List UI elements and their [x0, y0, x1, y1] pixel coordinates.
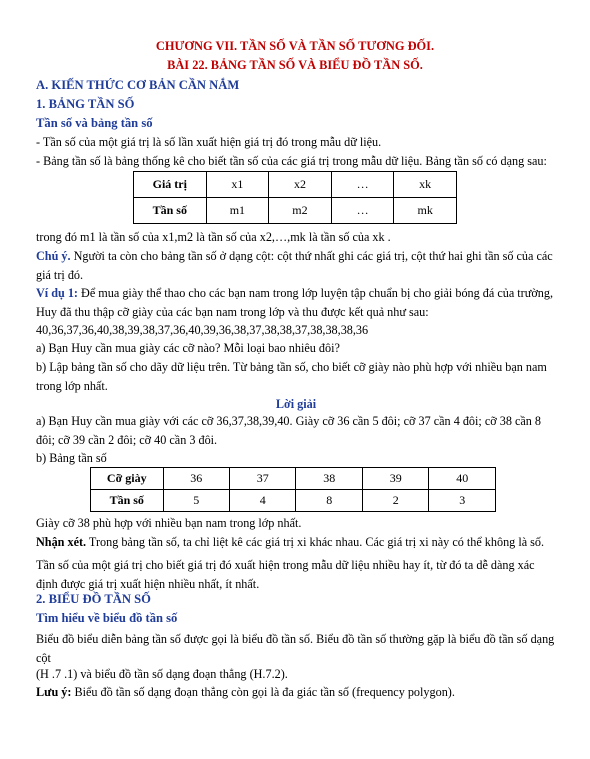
table1-header-frequency: Tần số: [134, 198, 207, 224]
table1-cell: xk: [394, 172, 457, 198]
section-1-heading: 1. BẢNG TẦN SỐ: [36, 97, 135, 111]
table2-cell: 37: [230, 468, 296, 490]
table1-cell: …: [331, 172, 394, 198]
question-b: b) Lập bảng tần số cho dãy dữ liệu trên. Từ bảng tần số, cho biết cỡ giày nào phù hợp với nhiều bạn nam trong lớp nhất.: [36, 360, 547, 393]
example-label: Ví dụ 1:: [36, 286, 78, 300]
table2-cell: 8: [296, 490, 362, 512]
table2-cell: 2: [362, 490, 428, 512]
table1-cell: x1: [206, 172, 269, 198]
table2-cell: 36: [163, 468, 229, 490]
answer-a: a) Bạn Huy cần mua giày với các cỡ 36,37,38,39,40. Giày cỡ 36 cần 5 đôi; cỡ 37 cần 4 đôi; cỡ 38 cần 8 đôi; cỡ 39 cần 2 đôi; cỡ 40 cần 3 đôi.: [36, 414, 542, 447]
table2-cell: 3: [429, 490, 496, 512]
table1-cell: mk: [394, 198, 457, 224]
subsection-frequency-chart: Tìm hiểu về biểu đồ tần số: [36, 611, 178, 625]
section-a-heading: A. KIẾN THỨC CƠ BẢN CẦN NẮM: [36, 78, 240, 92]
table2-header-size: Cỡ giày: [91, 468, 164, 490]
note-label: Chú ý.: [36, 249, 71, 263]
table2-cell: 40: [429, 468, 496, 490]
conclusion: Giày cỡ 38 phù hợp với nhiều bạn nam trong lớp nhất.: [36, 516, 302, 530]
table2-header-frequency: Tần số: [91, 490, 164, 512]
remark-text: Trong bảng tần số, ta chỉ liệt kê các giá trị xi khác nhau. Các giá trị xi này có thể không là số.: [86, 535, 545, 549]
subsection-frequency-table: Tần số và bảng tần số: [36, 116, 153, 130]
question-a: a) Bạn Huy cần mua giày các cỡ nào? Mỗi loại bao nhiêu đôi?: [36, 341, 340, 355]
table1-cell: …: [331, 198, 394, 224]
solution-heading: [36, 395, 556, 414]
note-paragraph: [36, 247, 556, 284]
answer-b: b) Bảng tần số: [36, 451, 107, 465]
section-2-heading: 2. BIỂU ĐỒ TẦN SỐ: [36, 592, 151, 606]
lesson-title: BÀI 22. BẢNG TẦN SỐ VÀ BIỂU ĐỒ TẦN SỐ.: [167, 58, 423, 72]
notation-explanation: trong đó m1 là tần số của x1,m2 là tần số của x2,…,mk là tần số của xk .: [36, 230, 391, 244]
generic-frequency-table: [133, 171, 457, 224]
table2-cell: 5: [163, 490, 229, 512]
example-data: 40,36,37,36,40,38,39,38,37,36,40,39,36,38,37,38,38,37,38,38,38,36: [36, 323, 369, 337]
example-paragraph: [36, 284, 556, 321]
table1-cell: m1: [206, 198, 269, 224]
chapter-title: CHƯƠNG VII. TẦN SỐ VÀ TẦN SỐ TƯƠNG ĐỐI.: [155, 39, 435, 53]
table2-cell: 38: [296, 468, 362, 490]
table1-header-value: Giá trị: [134, 172, 207, 198]
chart-figures-reference: (H .7 .1) và biểu đồ tần số dạng đoạn thẳng (H.7.2).: [36, 667, 288, 681]
shoe-size-frequency-table: [90, 467, 496, 512]
remark-label: Nhận xét.: [36, 535, 87, 549]
definition-frequency-table: - Bảng tần số là bảng thống kê cho biết tần số của các giá trị trong mẫu dữ liệu. Bảng tần số có dạng sau:: [36, 154, 547, 168]
note-polygon-text: Biểu đồ tần số dạng đoạn thẳng còn gọi là đa giác tần số (frequency polygon).: [71, 685, 455, 699]
table1-cell: x2: [269, 172, 332, 198]
solution-label: Lời giải: [275, 397, 317, 411]
frequency-meaning-paragraph: Tần số của một giá trị cho biết giá trị đó xuất hiện trong mẫu dữ liệu nhiều hay ít, từ đó ta dễ dàng xác định được giá trị xuất hiện nhiều nhất, ít nhất.: [36, 558, 535, 591]
table2-cell: 39: [362, 468, 428, 490]
chart-definition: Biểu đồ biểu diễn bảng tần số được gọi là biểu đồ tần số. Biểu đồ tần số thường gặp là biểu đồ tần số dạng cột: [36, 632, 555, 665]
definition-frequency: - Tần số của một giá trị là số lần xuất hiện giá trị đó trong mẫu dữ liệu.: [36, 135, 382, 149]
remark-paragraph: [36, 533, 556, 552]
note-polygon-paragraph: [36, 683, 556, 702]
note-polygon-label: Lưu ý:: [36, 685, 72, 699]
note-text: Người ta còn cho bảng tần số ở dạng cột: cột thứ nhất ghi các giá trị, cột thứ hai ghi tần số của các giá trị đó.: [36, 249, 553, 282]
example-text: Để mua giày thể thao cho các bạn nam trong lớp luyện tập chuẩn bị cho giải bóng đá của trường, Huy đã thu thập cỡ giày của các bạn nam trong lớp và thu được kết quả như sau:: [36, 286, 554, 319]
table1-cell: m2: [269, 198, 332, 224]
table2-cell: 4: [230, 490, 296, 512]
